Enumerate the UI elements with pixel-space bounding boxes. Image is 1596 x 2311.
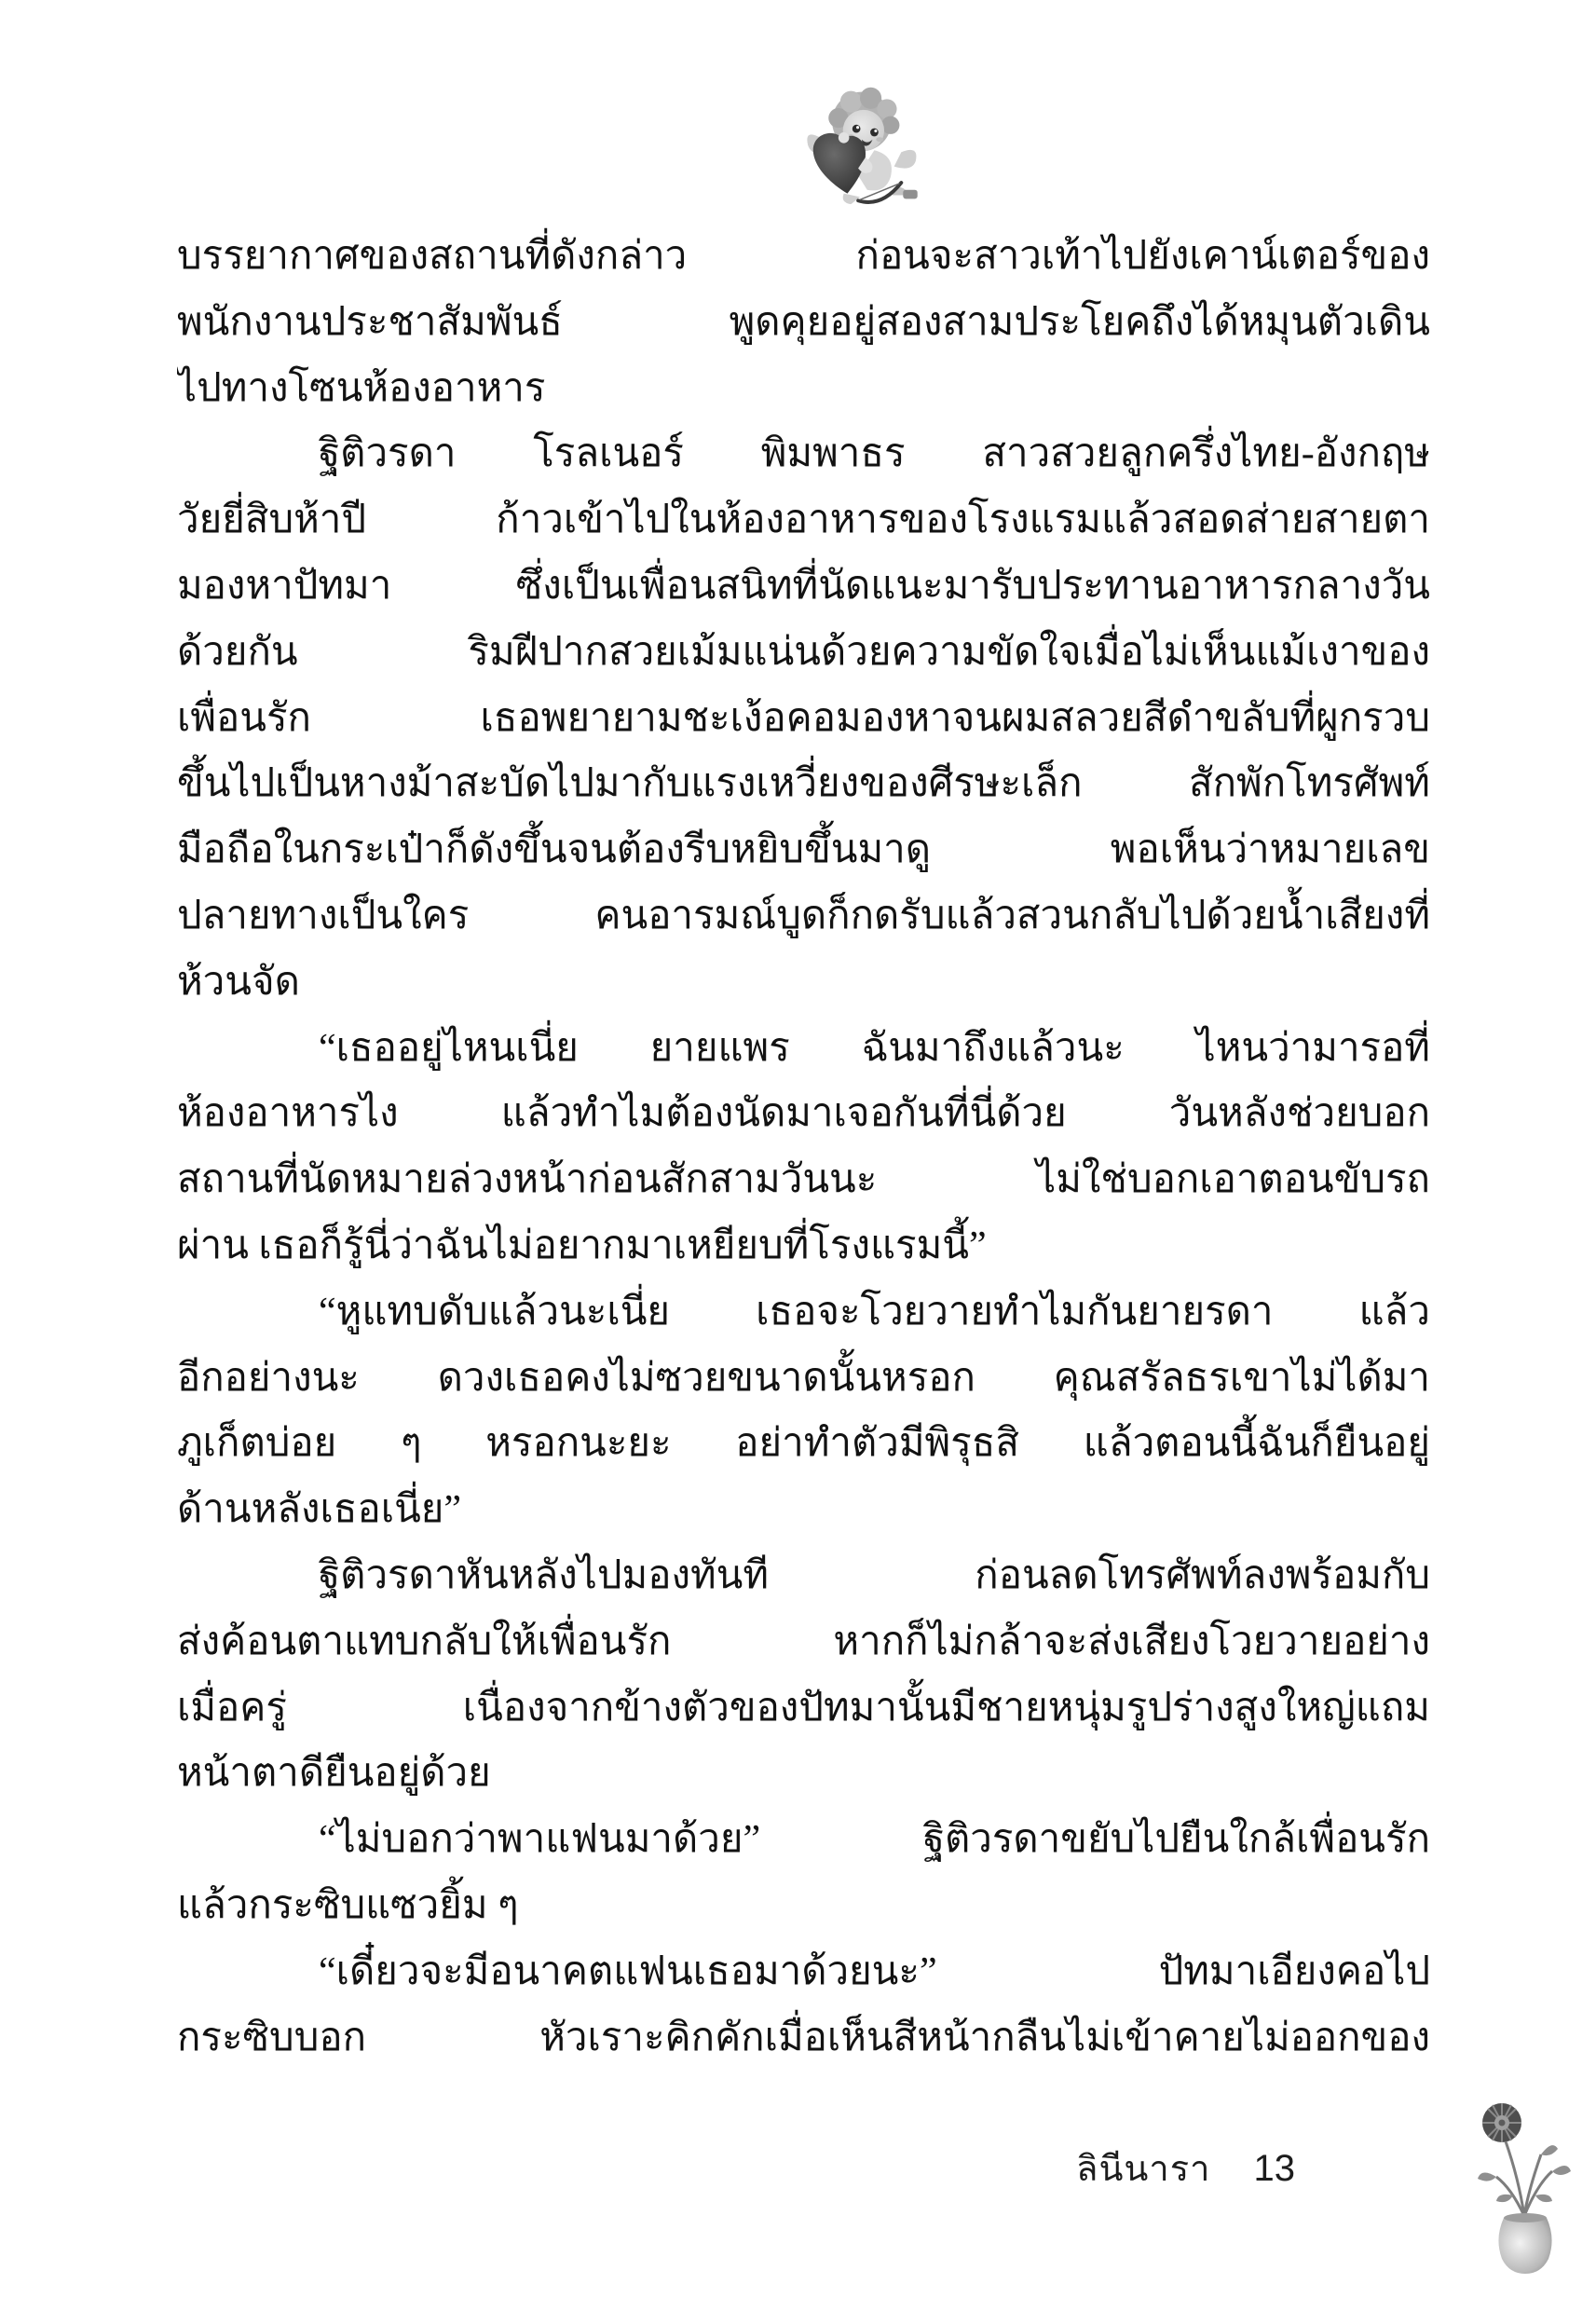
text-line: “หูแทบดับแล้วนะเนี่ย เธอจะโวยวายทำไมกันยายรดา แล้ว bbox=[319, 1290, 1430, 1333]
body-text bbox=[177, 224, 1430, 2071]
page-number: 13 bbox=[1253, 2148, 1295, 2189]
text-line: กระซิบบอก หัวเราะคิกคักเมื่อเห็นสีหน้ากลืนไม่เข้าคายไม่ออกของ bbox=[177, 2016, 1430, 2059]
text-line: มองหาปัทมา ซึ่งเป็นเพื่อนสนิทที่นัดแนะมารับประทานอาหารกลางวัน bbox=[177, 564, 1430, 608]
text-line: ผ่าน เธอก็รู้นี่ว่าฉันไม่อยากมาเหยียบที่โรงแรมนี้” bbox=[177, 1224, 987, 1267]
text-line: “ไม่บอกว่าพาแฟนมาด้วย” ฐิติวรดาขยับไปยืนใกล้เพื่อนรัก bbox=[319, 1818, 1430, 1862]
book-title: ลินีนารา bbox=[1076, 2150, 1211, 2189]
text-line: วัยยี่สิบห้าปี ก้าวเข้าไปในห้องอาหารของโรงแรมแล้วสอดส่ายสายตา bbox=[177, 499, 1430, 542]
paragraph bbox=[177, 421, 1430, 1015]
text-line: เมื่อครู่ เนื่องจากข้างตัวของปัทมานั้นมีชายหนุ่มรูปร่างสูงใหญ่แถม bbox=[177, 1686, 1430, 1730]
text-line: ห้องอาหารไง แล้วทำไมต้องนัดมาเจอกันที่นี่ด้วย วันหลังช่วยบอก bbox=[177, 1092, 1430, 1136]
text-line: ภูเก็ตบ่อย ๆ หรอกนะยะ อย่าทำตัวมีพิรุธสิ แล้วตอนนี้ฉันก็ยืนอยู่ bbox=[177, 1422, 1430, 1466]
footer bbox=[177, 2140, 1295, 2196]
paragraph bbox=[177, 1016, 1430, 1279]
footer-decoration bbox=[1470, 2099, 1584, 2276]
text-line: “เธออยู่ไหนเนี่ย ยายแพร ฉันมาถึงแล้วนะ ไหนว่ามารอที่ bbox=[319, 1026, 1430, 1070]
text-line: อีกอย่างนะ ดวงเธอคงไม่ซวยขนาดนั้นหรอก คุณสรัลธรเขาไม่ได้มา bbox=[177, 1356, 1430, 1400]
header-decoration bbox=[785, 82, 934, 208]
text-line: ห้วนจัด bbox=[177, 960, 300, 1004]
text-line: บรรยากาศของสถานที่ดังกล่าว ก่อนจะสาวเท้าไปยังเคาน์เตอร์ของ bbox=[177, 235, 1430, 278]
paragraph bbox=[177, 1807, 1430, 1939]
text-line: ฐิติวรดา โรลเนอร์ พิมพาธร สาวสวยลูกครึ่งไทย-อังกฤษ bbox=[319, 432, 1430, 476]
text-line: ไปทางโซนห้องอาหาร bbox=[177, 366, 546, 410]
text-line: พนักงานประชาสัมพันธ์ พูดคุยอยู่สองสามประโยคถึงได้หมุนตัวเดิน bbox=[177, 300, 1430, 344]
cupid-hugging-heart-icon bbox=[785, 82, 934, 208]
flower-in-vase-icon bbox=[1470, 2099, 1584, 2276]
text-line: สถานที่นัดหมายล่วงหน้าก่อนสักสามวันนะ ไม่ใช่บอกเอาตอนขับรถ bbox=[177, 1158, 1430, 1202]
text-line: ส่งค้อนตาแทบกลับให้เพื่อนรัก หากก็ไม่กล้าจะส่งเสียงโวยวายอย่าง bbox=[177, 1620, 1430, 1663]
paragraph bbox=[177, 1543, 1430, 1807]
paragraph bbox=[177, 1939, 1430, 2072]
text-line: ฐิติวรดาหันหลังไปมองทันที ก่อนลดโทรศัพท์ลงพร้อมกับ bbox=[319, 1553, 1430, 1597]
text-line: เพื่อนรัก เธอพยายามชะเง้อคอมองหาจนผมสลวยสีดำขลับที่ผูกรวบ bbox=[177, 696, 1430, 740]
text-line: ขึ้นไปเป็นหางม้าสะบัดไปมากับแรงเหวี่ยงของศีรษะเล็ก สักพักโทรศัพท์ bbox=[177, 762, 1430, 806]
text-line: ปลายทางเป็นใคร คนอารมณ์บูดก็กดรับแล้วสวนกลับไปด้วยน้ำเสียงที่ bbox=[177, 894, 1430, 937]
text-line: ด้วยกัน ริมฝีปากสวยเม้มแน่นด้วยความขัดใจเมื่อไม่เห็นแม้เงาของ bbox=[177, 630, 1430, 674]
text-line: “เดี๋ยวจะมีอนาคตแฟนเธอมาด้วยนะ” ปัทมาเอียงคอไป bbox=[319, 1949, 1430, 1993]
paragraph bbox=[177, 224, 1430, 421]
text-line: หน้าตาดียืนอยู่ด้วย bbox=[177, 1752, 491, 1796]
text-line: มือถือในกระเป๋าก็ดังขึ้นจนต้องรีบหยิบขึ้นมาดู พอเห็นว่าหมายเลข bbox=[177, 828, 1430, 872]
text-line: แล้วกระซิบแซวยิ้ม ๆ bbox=[177, 1883, 519, 1927]
text-line: ด้านหลังเธอเนี่ย” bbox=[177, 1488, 462, 1532]
paragraph bbox=[177, 1279, 1430, 1543]
